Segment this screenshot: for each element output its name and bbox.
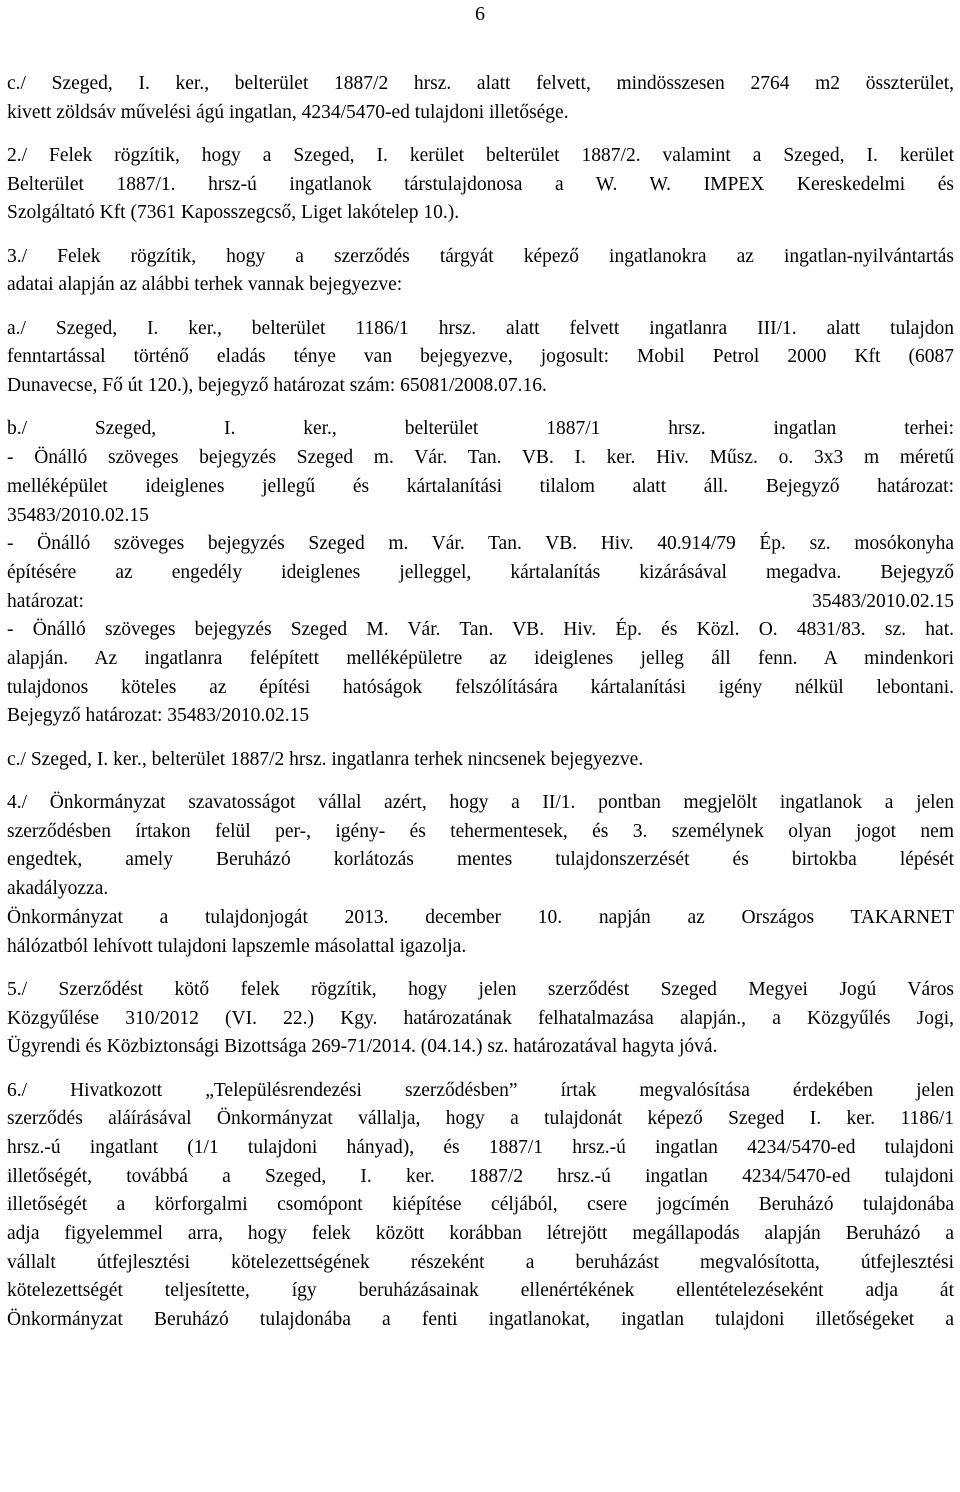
text-line: vállalt útfejlesztési kötelezettségének részeként a beruházást megvalósította, útfejlesztési (7, 1251, 954, 1273)
paragraph (7, 315, 954, 401)
text-line: Önkormányzat Beruházó tulajdonába a fenti ingatlanokat, ingatlan tulajdoni illetőségeket a (7, 1309, 954, 1331)
text-line: Szolgáltató Kft (7361 Kaposszegcső, Liget lakótelep 10.). (7, 202, 460, 224)
text-line: 35483/2010.02.15 (7, 504, 149, 526)
text-line: illetőségét a körforgalmi csomópont kiépítése céljából, csere jogcímén Beruházó tulajdonába (7, 1194, 954, 1216)
text-line: alapján. Az ingatlanra felépített melléképületre az ideiglenes jelleg áll fenn. A mindenkori (7, 648, 954, 670)
text-line: 5./ Szerződést kötő felek rögzítik, hogy jelen szerződést Szeged Megyei Jogú Város (7, 978, 954, 1000)
paragraph (7, 142, 954, 228)
text-line: szerződés aláírásával Önkormányzat vállalja, hogy a tulajdonát képező Szeged I. ker. 1186/1 (7, 1108, 954, 1130)
text-line: b./ Szeged, I. ker., belterület 1887/1 hrsz. ingatlan terhei: (7, 418, 954, 440)
text-line: határozat: 35483/2010.02.15 (7, 590, 954, 612)
text-line: Közgyűlése 310/2012 (VI. 22.) Kgy. határozatának felhatalmazása alapján., a Közgyűlés Jogi, (7, 1007, 954, 1029)
text-line: - Önálló szöveges bejegyzés Szeged m. Vár. Tan. VB. I. ker. Hiv. Műsz. o. 3x3 m méretű (7, 447, 954, 469)
text-line: c./ Szeged, I. ker., belterület 1887/2 hrsz. ingatlanra terhek nincsenek bejegyezve. (7, 748, 644, 770)
paragraph (7, 789, 954, 904)
paragraph (7, 70, 954, 127)
text-line: szerződésben írtakon felül per-, igény- és tehermentesek, és 3. személynek olyan jogot nem (7, 820, 954, 842)
paragraph (7, 243, 954, 300)
text-line: illetőségét, továbbá a Szeged, I. ker. 1887/2 hrsz.-ú ingatlan 4234/5470-ed tulajdoni (7, 1165, 954, 1187)
paragraph (7, 1077, 954, 1335)
text-line: Dunavecse, Fő út 120.), bejegyző határozat szám: 65081/2008.07.16. (7, 375, 547, 397)
text-line: akadályozza. (7, 878, 109, 900)
text-line: c./ Szeged, I. ker., belterület 1887/2 hrsz. alatt felvett, mindösszesen 2764 m2 összterület, (7, 73, 954, 94)
text-line: 2./ Felek rögzítik, hogy a Szeged, I. kerület belterület 1887/2. valamint a Szeged, I. kerület (7, 145, 954, 166)
text-line: Belterület 1887/1. hrsz-ú ingatlanok társtulajdonosa a W. W. IMPEX Kereskedelmi és (7, 173, 954, 195)
text-line: melléképület ideiglenes jellegű és kártalanítási tilalom alatt áll. Bejegyző határozat: (7, 475, 954, 497)
paragraph (7, 415, 954, 731)
paragraph (7, 746, 954, 775)
text-line: Bejegyző határozat: 35483/2010.02.15 (7, 705, 310, 727)
text-line: adja figyelemmel arra, hogy felek között korábban létrejött megállapodás alapján Beruházó a (7, 1223, 954, 1245)
text-line: adatai alapján az alábbi terhek vannak bejegyezve: (7, 274, 403, 296)
text-line: engedtek, amely Beruházó korlátozás mentes tulajdonszerzését és birtokba lépését (7, 849, 954, 871)
text-line: Önkormányzat a tulajdonjogát 2013. december 10. napján az Országos TAKARNET (7, 906, 954, 928)
text-line: hálózatból lehívott tulajdoni lapszemle másolattal igazolja. (7, 935, 467, 957)
text-line: - Önálló szöveges bejegyzés Szeged m. Vár. Tan. VB. Hiv. 40.914/79 Ép. sz. mosókonyha (7, 533, 954, 555)
document-body (7, 70, 954, 1349)
text-line: 4./ Önkormányzat szavatosságot vállal azért, hogy a II/1. pontban megjelölt ingatlanok a jelen (7, 792, 954, 814)
text-line: fenntartással történő eladás ténye van bejegyezve, jogosult: Mobil Petrol 2000 Kft (6087 (7, 346, 954, 368)
text-line: tulajdonos köteles az építési hatóságok felszólítására kártalanítási igény nélkül lebontani. (7, 676, 954, 698)
text-line: 3./ Felek rögzítik, hogy a szerződés tárgyát képező ingatlanokra az ingatlan-nyilvántartás (7, 245, 954, 267)
paragraph (7, 904, 954, 961)
text-line: a./ Szeged, I. ker., belterület 1186/1 hrsz. alatt felvett ingatlanra III/1. alatt tulajdon (7, 317, 954, 339)
page-number: 6 (475, 3, 485, 25)
text-line: hrsz.-ú ingatlant (1/1 tulajdoni hányad), és 1887/1 hrsz.-ú ingatlan 4234/5470-ed tulajdoni (7, 1136, 954, 1158)
text-line: Ügyrendi és Közbiztonsági Bizottsága 269-71/2014. (04.14.) sz. határozatával hagyta jóvá. (7, 1036, 718, 1058)
text-line: 6./ Hivatkozott „Településrendezési szerződésben” írtak megvalósítása érdekében jelen (7, 1079, 954, 1101)
paragraph (7, 976, 954, 1062)
text-line: kivett zöldsáv művelési ágú ingatlan, 4234/5470-ed tulajdoni illetősége. (7, 101, 569, 123)
text-line: kötelezettségét teljesítette, így beruházásainak ellenértékének ellentételezéseként adja át (7, 1280, 954, 1302)
text-line: - Önálló szöveges bejegyzés Szeged M. Vár. Tan. VB. Hiv. Ép. és Közl. O. 4831/83. sz. hat. (7, 619, 954, 641)
text-line: építésére az engedély ideiglenes jelleggel, kártalanítás kizárásával megadva. Bejegyző (7, 561, 954, 583)
